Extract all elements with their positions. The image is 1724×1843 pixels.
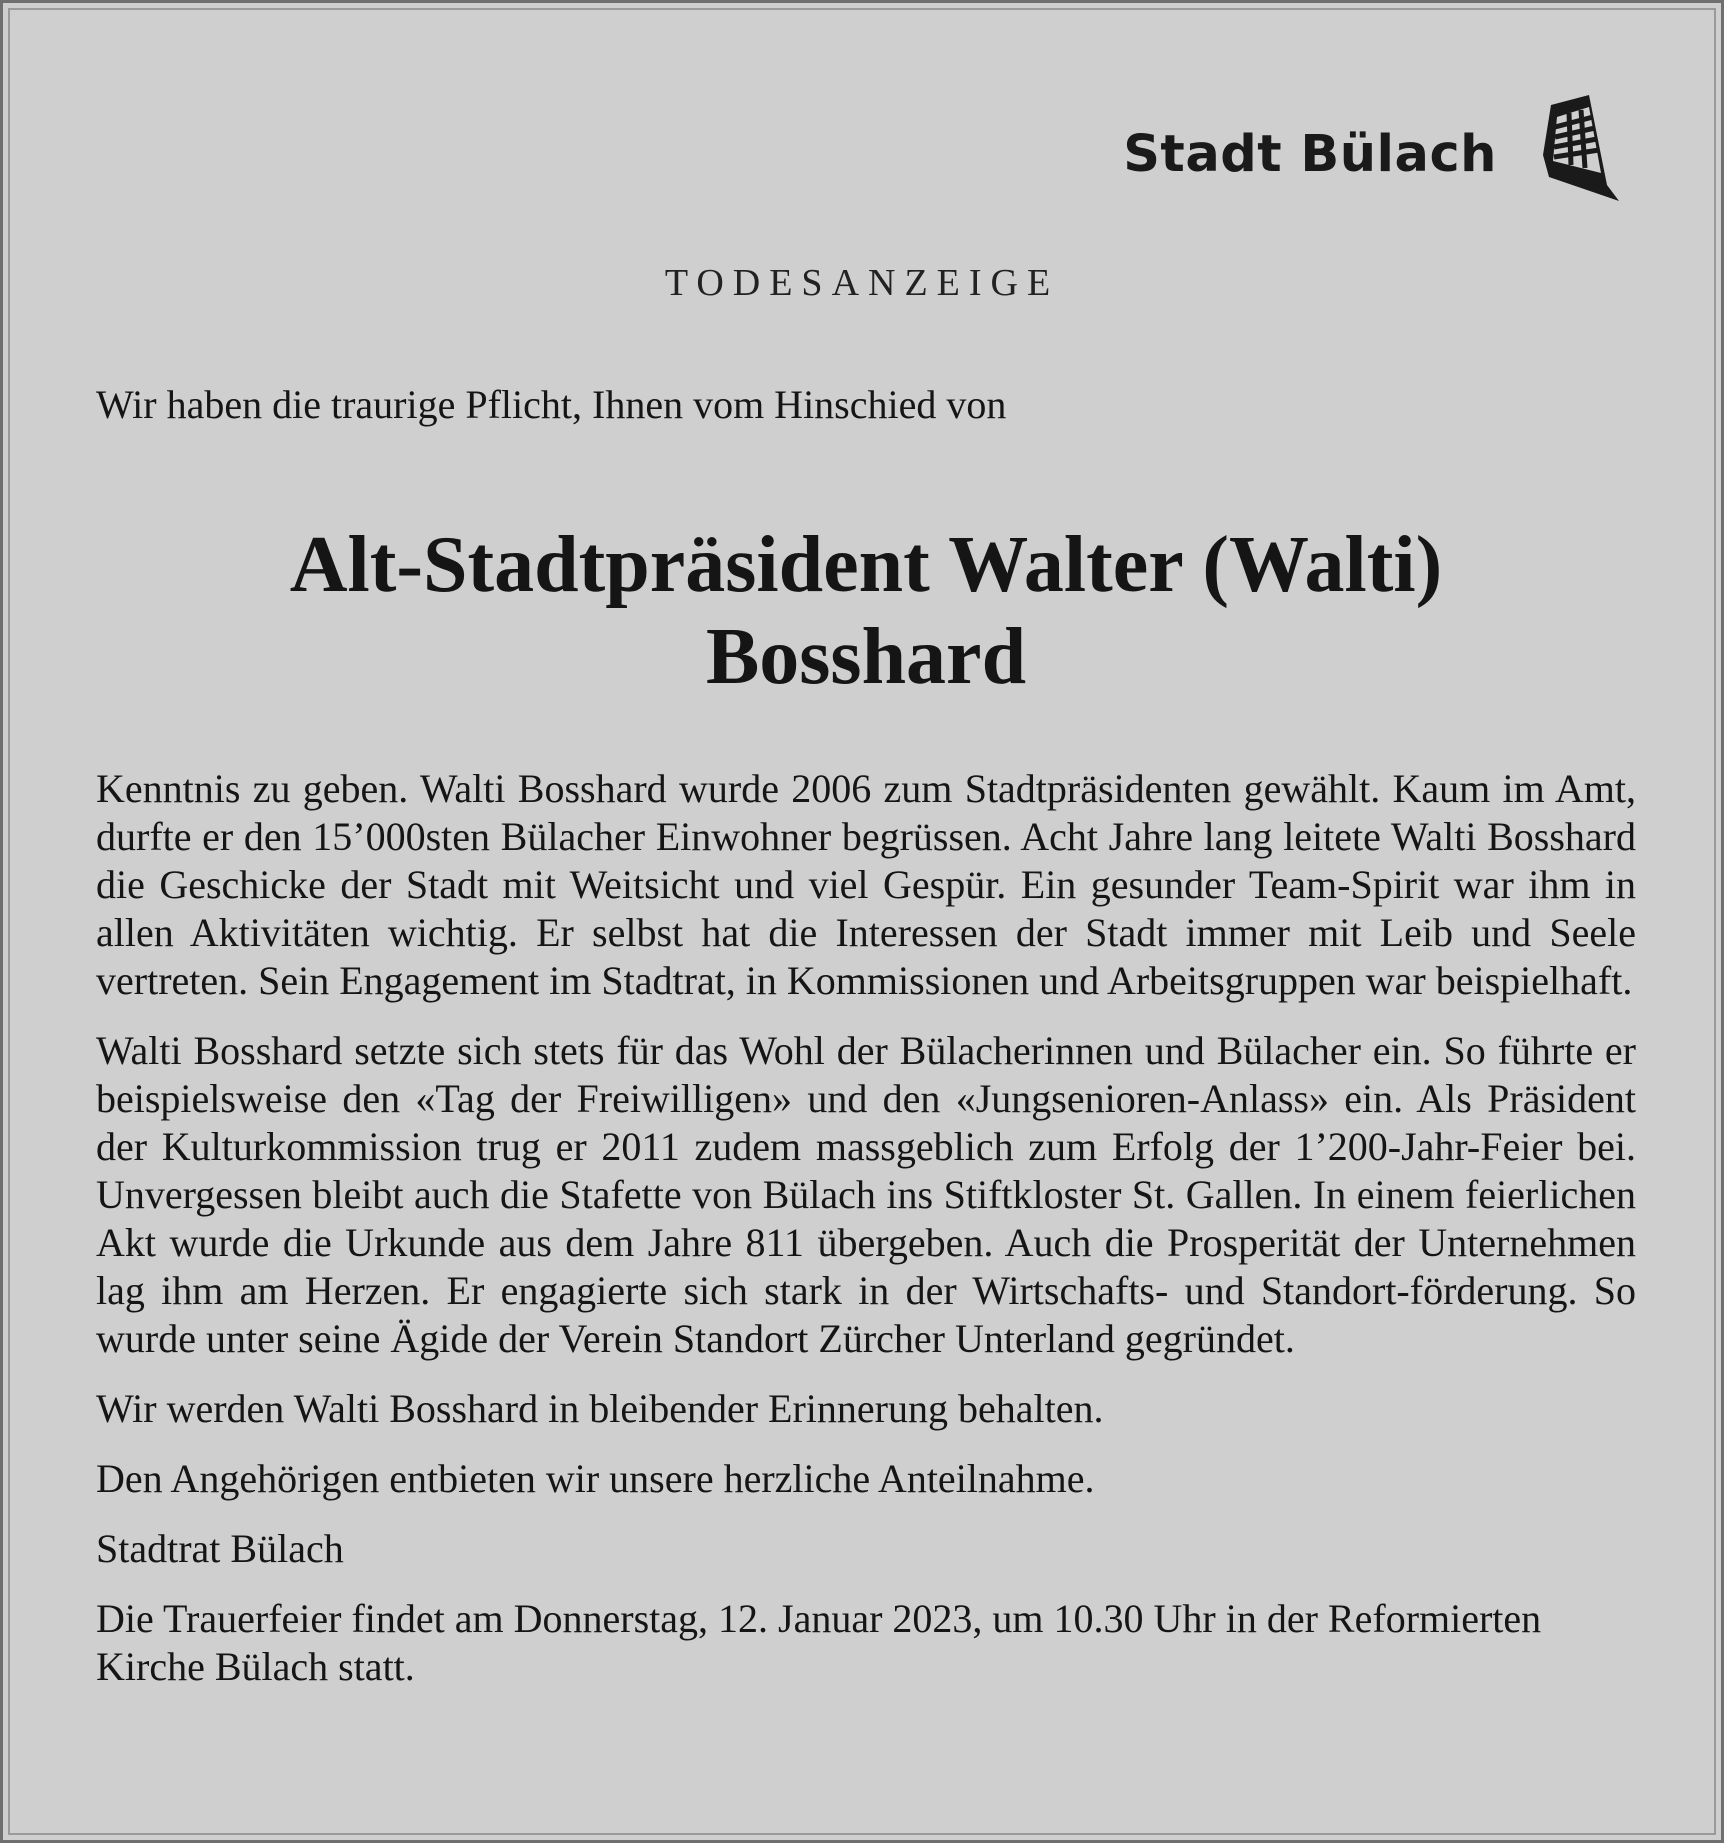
funeral-info-line2: Kirche Bülach statt.: [96, 1644, 415, 1689]
paragraph-achievements: Walti Bosshard setzte sich stets für das Wohl der Bülacherinnen und Bülacher ein. So führte er beispielsweise den «Tag der Freiwilligen» und den «Jungsenioren-Anlass» ein. Als Präsident der Kulturkommission trug er 2011 zudem massgeblich zum Erfolg der 1’200-Jahr-Feier bei. Unvergessen bleibt auch die Stafette von Bülach ins Stiftkloster St. Gallen. In einem feierlichen Akt wurde die Urkunde aus dem Jahre 811 übergeben. Auch die Prosperität der Unternehmen lag ihm am Herzen. Er engagierte sich stark in der Wirtschafts- und Standort-förderung. So wurde unter seine Ägide der Verein Standort Zürcher Unterland gegründet.: [96, 1028, 1636, 1361]
notice-body: [96, 381, 1636, 1691]
signature: Stadtrat Bülach: [96, 1526, 344, 1571]
paragraph-condolences: Den Angehörigen entbieten wir unsere herzliche Anteilnahme.: [96, 1456, 1095, 1501]
intro-line: Wir haben die traurige Pflicht, Ihnen vom Hinschied von: [96, 382, 1007, 427]
funeral-info: [96, 1595, 1636, 1691]
funeral-info-line1: Die Trauerfeier findet am Donnerstag, 12. Januar 2023, um 10.30 Uhr in der Reformierten: [96, 1596, 1542, 1641]
logo: [1123, 95, 1619, 201]
notice-heading: TODESANZEIGE: [664, 262, 1060, 304]
deceased-name-line1: Alt-Stadtpräsident Walter (Walti): [289, 521, 1443, 609]
deceased-name: [96, 519, 1636, 703]
buelach-crest-icon: [1539, 95, 1619, 201]
logo-text: Stadt Bülach: [1123, 124, 1497, 184]
paragraph-remembrance: Wir werden Walti Bosshard in bleibender Erinnerung behalten.: [96, 1386, 1104, 1431]
deceased-name-line2: Bosshard: [705, 613, 1027, 701]
paragraph-biography: Kenntnis zu geben. Walti Bosshard wurde 2006 zum Stadtpräsidenten gewählt. Kaum im Amt, durfte er den 15’000sten Bülacher Einwohner begrüssen. Acht Jahre lang leitete Walti Bosshard die Geschicke der Stadt mit Weitsicht und viel Gespür. Ein gesunder Team-Spirit war ihm in allen Aktivitäten wichtig. Er selbst hat die Interessen der Stadt immer mit Leib und Seele vertreten. Sein Engagement im Stadtrat, in Kommissionen und Arbeitsgruppen war beispielhaft.: [96, 766, 1636, 1003]
